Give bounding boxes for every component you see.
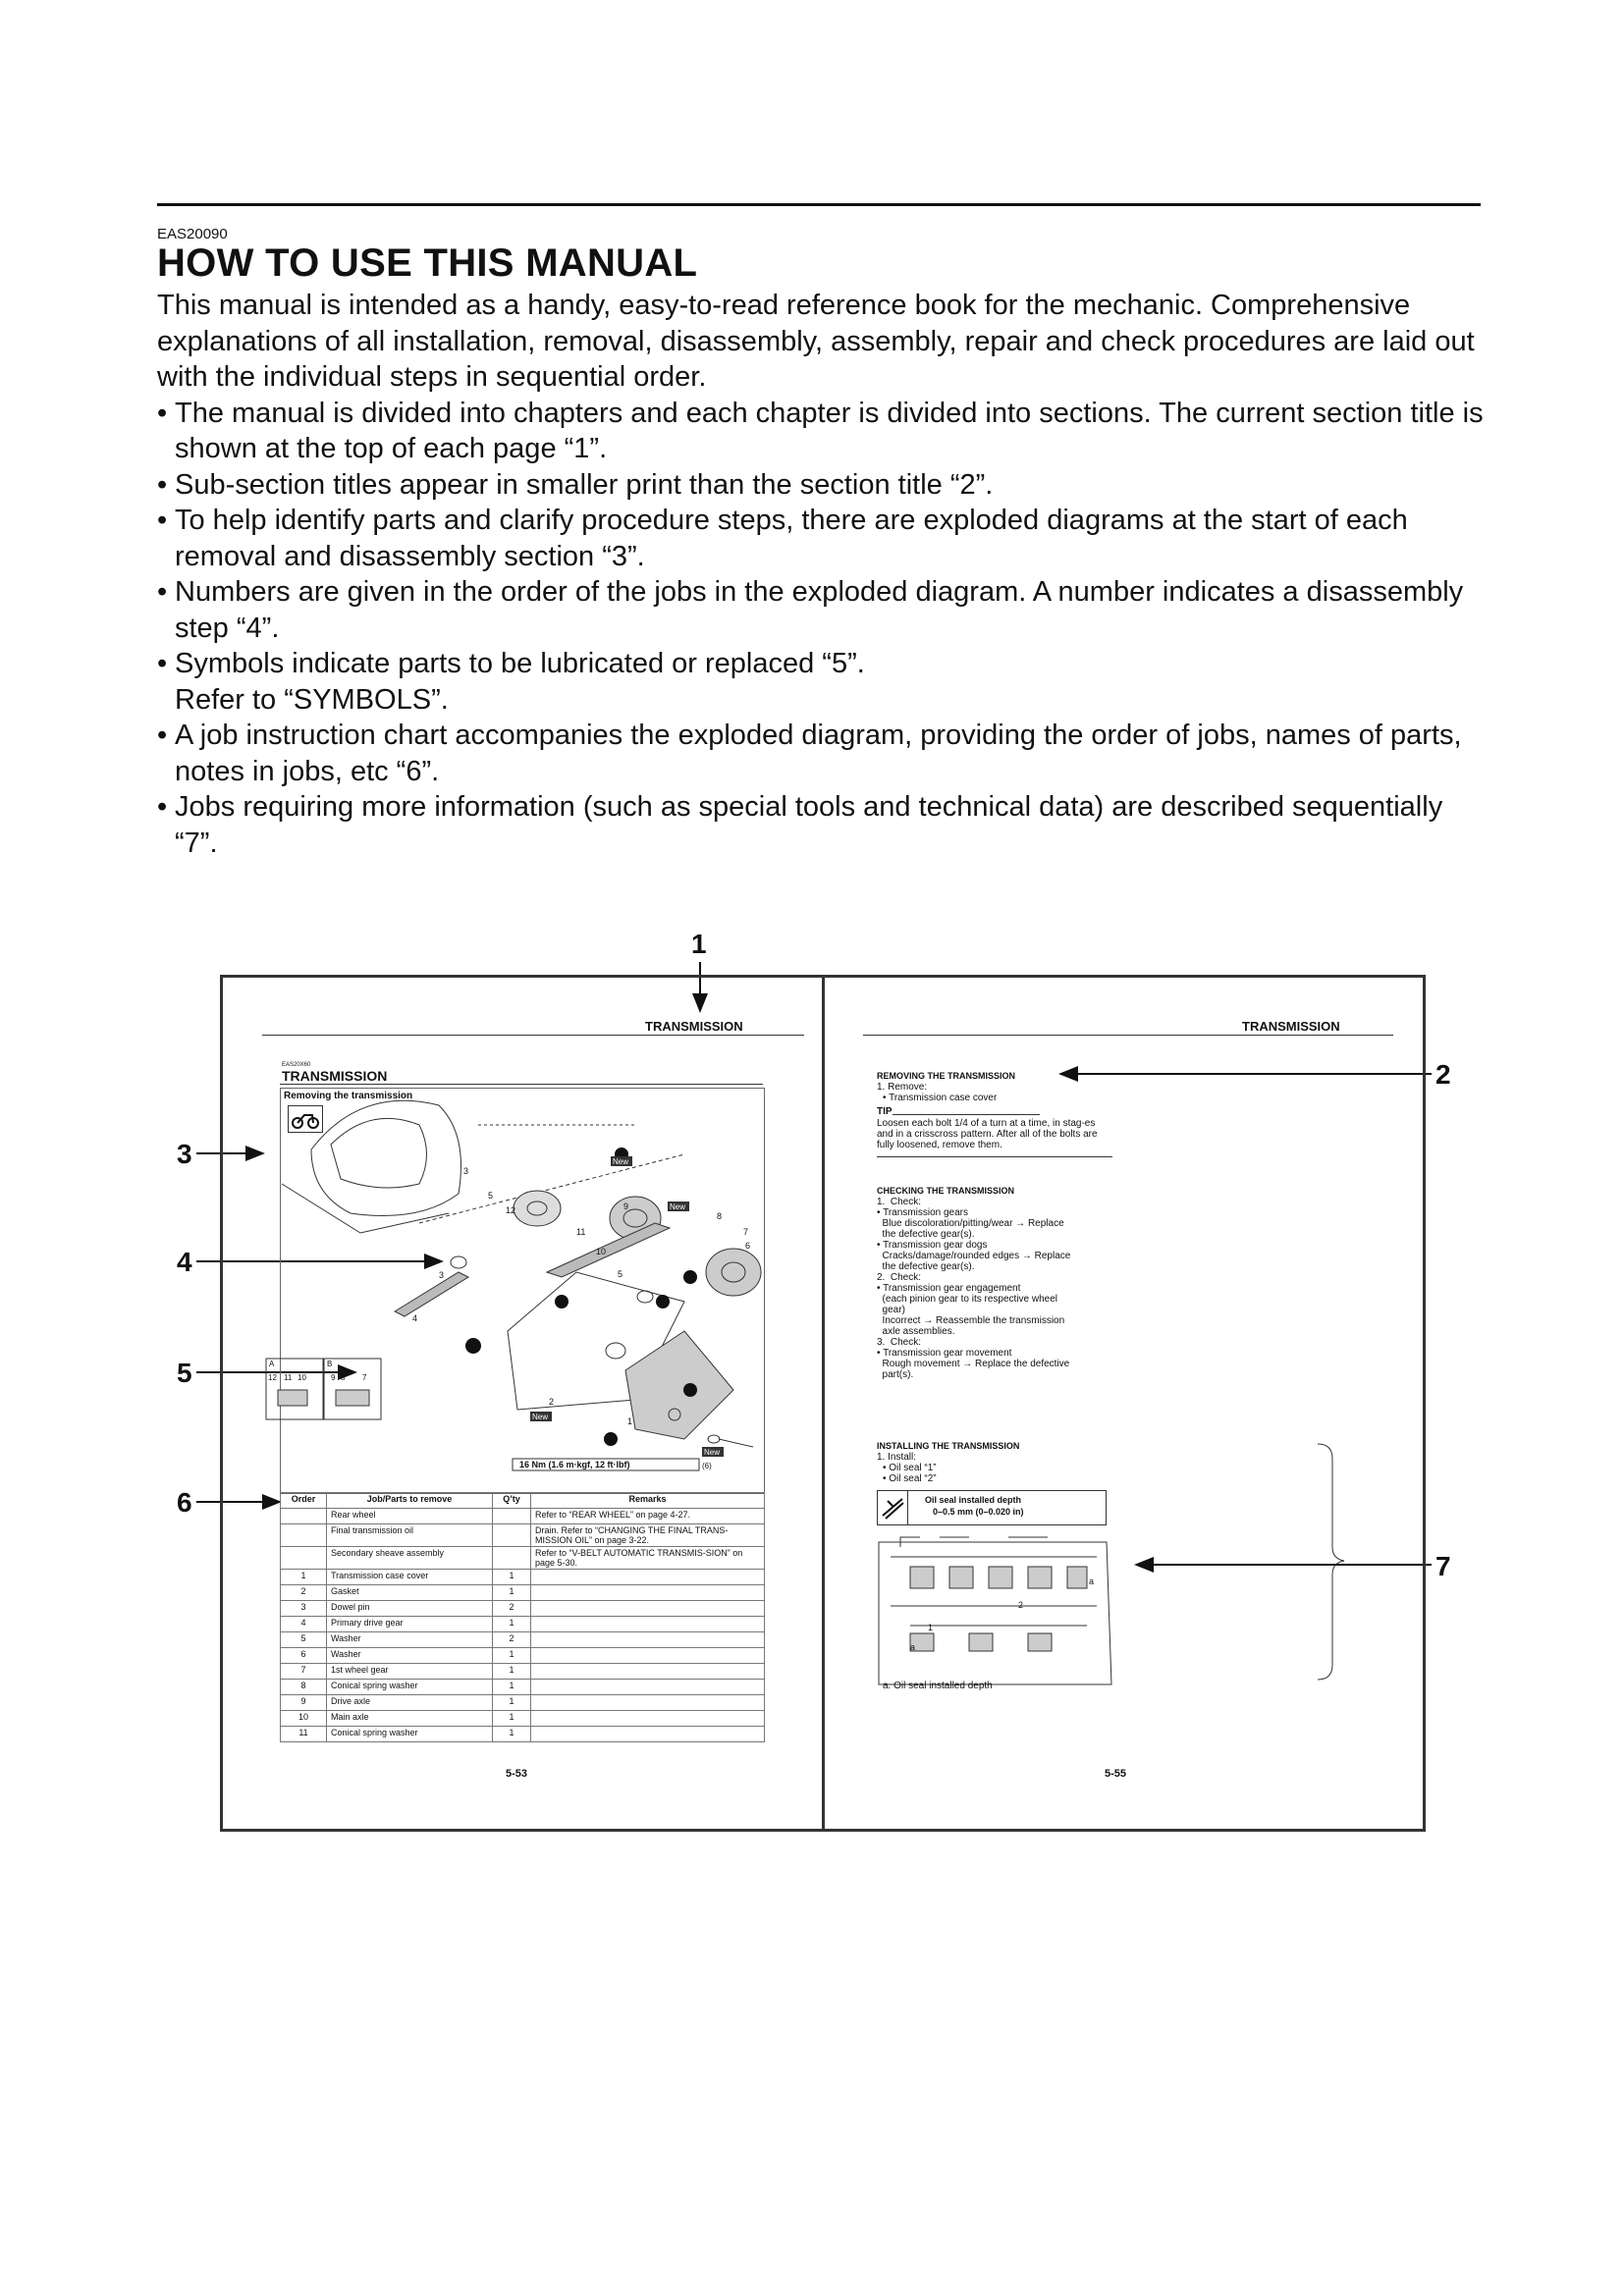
svg-text:5: 5 bbox=[488, 1191, 494, 1201]
svg-text:11: 11 bbox=[576, 1227, 586, 1237]
svg-text:8: 8 bbox=[717, 1211, 723, 1221]
svg-text:10: 10 bbox=[298, 1373, 306, 1382]
bullet-item: • Numbers are given in the order of the jobs in the exploded diagram. A number indicates a disassembly step “4”. bbox=[157, 576, 1464, 644]
cell-job: Drive axle bbox=[327, 1695, 493, 1711]
callout-5: 5 bbox=[177, 1358, 192, 1388]
torque-spec: 16 Nm (1.6 m·kgf, 12 ft·lbf) bbox=[519, 1460, 630, 1469]
checking-line: Blue discoloration/pitting/wear → Replace bbox=[877, 1218, 1064, 1229]
svg-text:9: 9 bbox=[623, 1201, 629, 1211]
cell-remarks: Refer to “REAR WHEEL” on page 4-27. bbox=[531, 1509, 765, 1524]
bullet-item: • To help identify parts and clarify procedure steps, there are exploded diagrams at the start of each removal and disassembly section “3”. bbox=[157, 505, 1408, 572]
right-page-number: 5-55 bbox=[1105, 1768, 1127, 1780]
cell-job: Conical spring washer bbox=[327, 1727, 493, 1742]
checking-line: axle assemblies. bbox=[877, 1326, 955, 1337]
cell-qty: 1 bbox=[493, 1648, 531, 1664]
cell-job: Dowel pin bbox=[327, 1601, 493, 1617]
svg-text:a: a bbox=[910, 1642, 916, 1652]
checking-line: the defective gear(s). bbox=[877, 1261, 975, 1272]
right-page-header: TRANSMISSION bbox=[1242, 1019, 1340, 1034]
cell-job: Final transmission oil bbox=[327, 1524, 493, 1547]
svg-text:12: 12 bbox=[268, 1373, 277, 1382]
cell-qty: 2 bbox=[493, 1601, 531, 1617]
svg-text:A: A bbox=[269, 1360, 275, 1368]
cell-order: 5 bbox=[281, 1632, 327, 1648]
intro-paragraph: This manual is intended as a handy, easy-to-read reference book for the mechanic. Comprehensive explanations of all installation, removal, disassembly, assembly, repair and check procedures are laid out with the individual steps in sequential order. bbox=[157, 290, 1475, 393]
cell-order: 1 bbox=[281, 1570, 327, 1585]
bullet-item: • Sub-section titles appear in smaller print than the section title “2”. bbox=[157, 468, 994, 501]
callout-4: 4 bbox=[177, 1247, 192, 1277]
svg-text:3: 3 bbox=[463, 1166, 469, 1176]
col-remarks: Remarks bbox=[531, 1493, 765, 1509]
callout-1: 1 bbox=[691, 929, 707, 959]
left-page-number: 5-53 bbox=[506, 1768, 528, 1780]
tip-text: Loosen each bolt 1/4 of a turn at a time, in stag-es and in a crisscross pattern. After all of the bolts are fully loosened, remove them. bbox=[877, 1118, 1098, 1150]
spec-title: Oil seal installed depth bbox=[925, 1495, 1022, 1505]
cell-remarks: Refer to “V-BELT AUTOMATIC TRANSMIS-SION” on page 5-30. bbox=[531, 1547, 765, 1570]
svg-text:1: 1 bbox=[928, 1623, 934, 1632]
checking-line: part(s). bbox=[877, 1369, 914, 1380]
cell-job: Primary drive gear bbox=[327, 1617, 493, 1632]
cell-qty: 1 bbox=[493, 1664, 531, 1680]
svg-text:New: New bbox=[613, 1157, 629, 1166]
callout-6: 6 bbox=[177, 1487, 192, 1518]
svg-text:New: New bbox=[704, 1448, 721, 1457]
tip-label: TIP bbox=[877, 1106, 893, 1117]
svg-text:3: 3 bbox=[439, 1270, 445, 1280]
checking-line: the defective gear(s). bbox=[877, 1229, 975, 1240]
svg-text:(6): (6) bbox=[702, 1462, 712, 1470]
svg-text:4: 4 bbox=[412, 1313, 418, 1323]
col-order: Order bbox=[281, 1493, 327, 1509]
svg-text:New: New bbox=[670, 1202, 686, 1211]
section-code: EAS20090 bbox=[157, 226, 228, 242]
cell-job: Rear wheel bbox=[327, 1509, 493, 1524]
cell-order: 11 bbox=[281, 1727, 327, 1742]
callout-3: 3 bbox=[177, 1139, 192, 1169]
bullet-item-continuation: Refer to “SYMBOLS”. bbox=[175, 683, 449, 716]
svg-text:9: 9 bbox=[331, 1373, 336, 1382]
installing-title: INSTALLING THE TRANSMISSION bbox=[877, 1441, 1020, 1451]
svg-text:10: 10 bbox=[596, 1247, 607, 1256]
svg-text:7: 7 bbox=[743, 1227, 749, 1237]
svg-text:7: 7 bbox=[362, 1373, 367, 1382]
svg-text:2: 2 bbox=[549, 1397, 555, 1407]
oil-seal-diagram bbox=[223, 978, 1429, 1835]
cell-order: 10 bbox=[281, 1711, 327, 1727]
checking-line: gear) bbox=[877, 1305, 905, 1315]
checking-line: Cracks/damage/rounded edges → Replace bbox=[877, 1251, 1071, 1261]
svg-text:a: a bbox=[1089, 1576, 1095, 1586]
cell-qty: 1 bbox=[493, 1617, 531, 1632]
page-title: HOW TO USE THIS MANUAL bbox=[157, 241, 698, 285]
installing-line-3: • Oil seal “2” bbox=[883, 1473, 937, 1484]
cell-qty: 2 bbox=[493, 1632, 531, 1648]
cell-remarks: Drain. Refer to “CHANGING THE FINAL TRANS-MISSION OIL” on page 3-22. bbox=[531, 1524, 765, 1547]
installing-line-1: 1. Install: bbox=[877, 1452, 917, 1463]
callout-7: 7 bbox=[1435, 1551, 1451, 1581]
checking-line: • Transmission gear dogs bbox=[877, 1240, 988, 1251]
checking-line: 1. Check: bbox=[877, 1197, 922, 1207]
diagram-caption: a. Oil seal installed depth bbox=[883, 1681, 993, 1691]
left-subtitle: Removing the transmission bbox=[284, 1091, 413, 1101]
left-section-title: TRANSMISSION bbox=[282, 1068, 388, 1084]
checking-line: 3. Check: bbox=[877, 1337, 922, 1348]
bullet-item: • Symbols indicate parts to be lubricated or replaced “5”. bbox=[157, 648, 865, 679]
svg-text:8: 8 bbox=[341, 1373, 346, 1382]
cell-qty: 1 bbox=[493, 1680, 531, 1695]
manual-spread-figure bbox=[220, 975, 1426, 1832]
bullet-item: • Jobs requiring more information (such as special tools and technical data) are described sequentially “7”. bbox=[157, 791, 1443, 859]
removing-title: REMOVING THE TRANSMISSION bbox=[877, 1071, 1016, 1081]
cell-order: 3 bbox=[281, 1601, 327, 1617]
cell-order: 7 bbox=[281, 1664, 327, 1680]
checking-line: • Transmission gear engagement bbox=[877, 1283, 1021, 1294]
cell-job: Transmission case cover bbox=[327, 1570, 493, 1585]
cell-qty: 1 bbox=[493, 1727, 531, 1742]
left-page-header: TRANSMISSION bbox=[645, 1019, 743, 1034]
checking-line: Incorrect → Reassemble the transmission bbox=[877, 1315, 1065, 1326]
checking-title: CHECKING THE TRANSMISSION bbox=[877, 1186, 1015, 1196]
cell-qty: 1 bbox=[493, 1711, 531, 1727]
cell-job: Washer bbox=[327, 1632, 493, 1648]
cell-qty: 1 bbox=[493, 1585, 531, 1601]
cell-qty: 1 bbox=[493, 1695, 531, 1711]
cell-job: 1st wheel gear bbox=[327, 1664, 493, 1680]
cell-order: 8 bbox=[281, 1680, 327, 1695]
cell-job: Main axle bbox=[327, 1711, 493, 1727]
svg-text:12: 12 bbox=[506, 1205, 516, 1215]
cell-order: 9 bbox=[281, 1695, 327, 1711]
svg-text:1: 1 bbox=[627, 1416, 633, 1426]
left-section-code: EAS20X60 bbox=[282, 1062, 311, 1068]
cell-order: 2 bbox=[281, 1585, 327, 1601]
cell-order: 4 bbox=[281, 1617, 327, 1632]
checking-line: • Transmission gears bbox=[877, 1207, 968, 1218]
cell-order: 6 bbox=[281, 1648, 327, 1664]
spec-value: 0–0.5 mm (0–0.020 in) bbox=[933, 1507, 1024, 1517]
cell-qty: 1 bbox=[493, 1570, 531, 1585]
checking-line: (each pinion gear to its respective wheel bbox=[877, 1294, 1057, 1305]
removing-step-1: 1. Remove: bbox=[877, 1082, 928, 1093]
svg-text:B: B bbox=[327, 1360, 333, 1368]
checking-line: • Transmission gear movement bbox=[877, 1348, 1012, 1359]
cell-job: Washer bbox=[327, 1648, 493, 1664]
checking-line: Rough movement → Replace the defective bbox=[877, 1359, 1070, 1369]
bullet-item: • The manual is divided into chapters and each chapter is divided into sections. The current section title is shown at the top of each page “1”. bbox=[157, 397, 1484, 464]
col-job: Job/Parts to remove bbox=[327, 1493, 493, 1509]
callout-2: 2 bbox=[1435, 1059, 1451, 1090]
cell-job: Secondary sheave assembly bbox=[327, 1547, 493, 1570]
cell-job: Conical spring washer bbox=[327, 1680, 493, 1695]
col-qty: Q’ty bbox=[493, 1493, 531, 1509]
bullet-item: • A job instruction chart accompanies the exploded diagram, providing the order of jobs, names of parts, notes in jobs, etc “6”. bbox=[157, 720, 1462, 787]
svg-text:2: 2 bbox=[1018, 1600, 1024, 1610]
svg-text:6: 6 bbox=[745, 1241, 751, 1251]
cell-job: Gasket bbox=[327, 1585, 493, 1601]
svg-text:New: New bbox=[532, 1413, 549, 1421]
checking-line: 2. Check: bbox=[877, 1272, 922, 1283]
svg-text:11: 11 bbox=[284, 1373, 293, 1382]
installing-line-2: • Oil seal “1” bbox=[883, 1463, 937, 1473]
svg-text:5: 5 bbox=[618, 1269, 623, 1279]
removing-step-2: • Transmission case cover bbox=[883, 1093, 998, 1103]
